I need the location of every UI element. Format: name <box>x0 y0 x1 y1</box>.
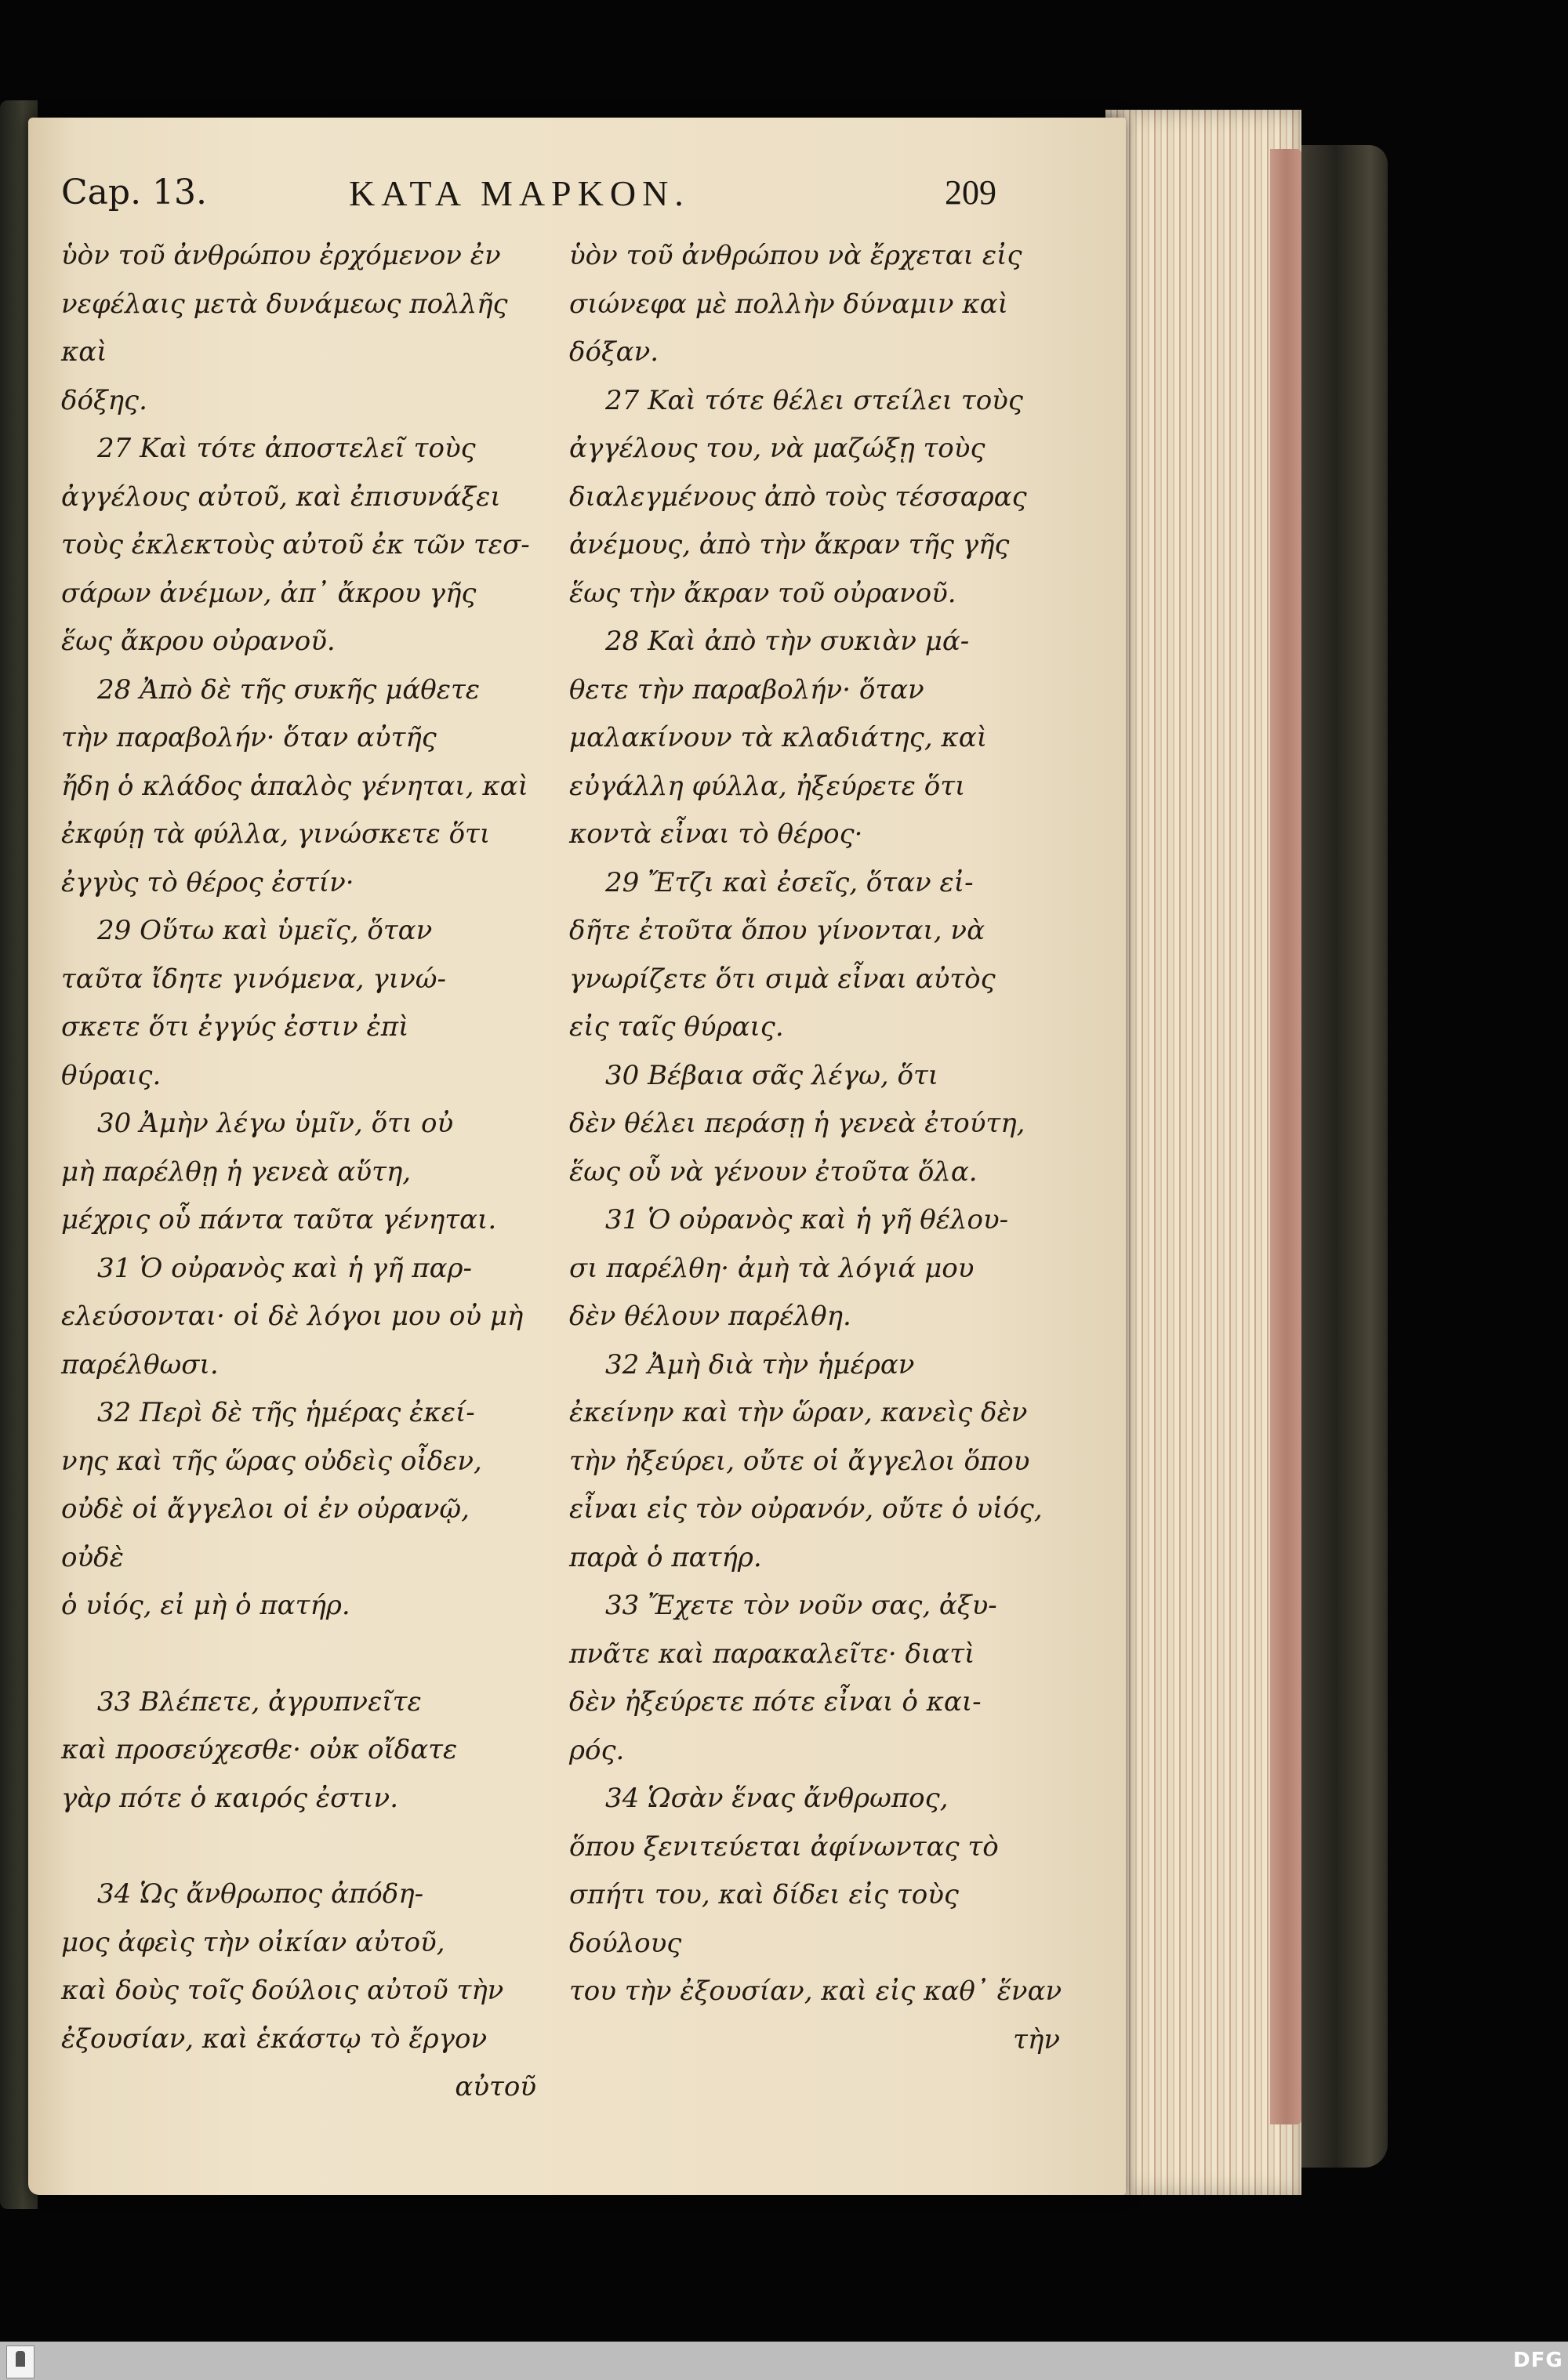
text-line: ὑὸν τοῦ ἀνθρώπου ἐρχόμενον ἐν <box>61 240 501 271</box>
dfg-logo: DFG <box>1513 2349 1563 2372</box>
red-page-edge <box>1270 149 1301 2124</box>
text-line: ἐκφύῃ τὰ φύλλα, γινώσκετε ὅτι <box>61 818 491 850</box>
text-line: μὴ παρέλθῃ ἡ γενεὰ αὕτη, <box>61 1156 412 1188</box>
text-line: 32 Περὶ δὲ τῆς ἡμέρας ἐκεί- <box>97 1397 475 1428</box>
text-line: εἰς ταῖς θύραις. <box>569 1011 784 1043</box>
text-line: τὴν <box>1013 2023 1060 2055</box>
text-line: του τὴν ἐξουσίαν, καὶ εἰς καθ᾽ ἕναν <box>569 1975 1062 2007</box>
text-line: σιώνεφα μὲ πολλὴν δύναμιν καὶ <box>569 288 1008 320</box>
text-line: μέχρις οὗ πάντα ταῦτα γένηται. <box>61 1204 497 1235</box>
text-line: σι παρέλθη· ἀμὴ τὰ λόγιά μου <box>569 1252 975 1284</box>
chapter-label: Cap. 13. <box>61 172 208 212</box>
text-line: 34 Ὡσὰν ἕνας ἄνθρωπος, <box>605 1783 949 1814</box>
text-line: ἕως οὗ νὰ γένουν ἐτοῦτα ὅλα. <box>569 1156 978 1188</box>
text-line: γνωρίζετε ὅτι σιμὰ εἶναι αὐτὸς <box>569 963 996 995</box>
text-line: ἤδη ὁ κλάδος ἁπαλὸς γένηται, καὶ <box>61 770 528 802</box>
text-line: ὁ υἱός, εἰ μὴ ὁ πατήρ. <box>61 1590 350 1621</box>
text-line: θύραις. <box>61 1059 162 1091</box>
right-column-vernacular-text <box>569 232 1063 2064</box>
book-title: KATA MAPKON. <box>349 173 690 213</box>
text-line: μαλακίνουν τὰ κλαδιάτης, καὶ <box>569 722 988 753</box>
text-line: ἐξουσίαν, καὶ ἑκάστῳ τὸ ἔργον <box>61 2023 488 2055</box>
text-line: δόξης. <box>61 384 147 416</box>
text-line: τὴν παραβολήν· ὅταν αὐτῆς <box>61 722 437 753</box>
text-line: θετε τὴν παραβολήν· ὅταν <box>569 673 924 706</box>
text-line: σάρων ἀνέμων, ἀπ᾽ ἄκρου γῆς <box>61 577 477 609</box>
text-line: ρός. <box>569 1734 625 1766</box>
text-line: σκετε ὅτι ἐγγύς ἐστιν ἐπὶ <box>61 1011 409 1043</box>
text-line: δὲν θέλουν παρέλθη. <box>569 1301 851 1332</box>
text-line: τὴν ἠξεύρει, οὔτε οἱ ἄγγελοι ὅπου <box>569 1445 1030 1477</box>
text-line: 31 Ὁ οὐρανὸς καὶ ἡ γῆ θέλου- <box>605 1204 1009 1235</box>
page-number: 209 <box>945 173 996 212</box>
text-line: ἀγγέλους του, νὰ μαζώξῃ τοὺς <box>569 433 985 464</box>
text-line: κοντὰ εἶναι τὸ θέρος· <box>569 818 863 850</box>
text-line: ταῦτα ἴδητε γινόμενα, γινώ- <box>61 963 446 995</box>
text-line: ὑὸν τοῦ ἀνθρώπου νὰ ἔρχεται εἰς <box>569 240 1022 271</box>
text-line: 30 Ἀμὴν λέγω ὑμῖν, ὅτι οὐ <box>97 1108 454 1139</box>
text-line: καὶ προσεύχεσθε· οὐκ οἴδατε <box>61 1734 458 1765</box>
book-cover-right <box>1301 145 1388 2168</box>
text-line: 28 Ἀπὸ δὲ τῆς συκῆς μάθετε <box>97 673 481 706</box>
text-line: 32 Ἀμὴ διὰ τὴν ἡμέραν <box>605 1348 915 1380</box>
text-line: ἀνέμους, ἀπὸ τὴν ἄκραν τῆς γῆς <box>569 529 1010 561</box>
text-line: οὐδὲ οἱ ἄγγελοι οἱ ἐν οὐρανῷ, οὐδὲ <box>61 1493 470 1573</box>
text-line: σπήτι του, καὶ δίδει εἰς τοὺς δούλους <box>569 1879 959 1959</box>
text-line: νεφέλαις μετὰ δυνάμεως πολλῆς καὶ <box>61 288 508 368</box>
text-line: 29 Οὕτω καὶ ὑμεῖς, ὅταν <box>97 915 433 946</box>
text-line: δὲν ἠξεύρετε πότε εἶναι ὁ και- <box>569 1686 982 1718</box>
text-line: αὐτοῦ <box>455 2071 536 2102</box>
text-line: ἕως ἄκρου οὐρανοῦ. <box>61 626 336 657</box>
text-line: 29 Ἔτζι καὶ ἐσεῖς, ὅταν εἰ- <box>605 866 974 898</box>
text-line: ἐκείνην καὶ τὴν ὥραν, κανεὶς δὲν <box>569 1397 1028 1428</box>
library-logo-icon <box>6 2346 34 2378</box>
blank-line <box>61 1823 539 1870</box>
text-line: 33 Βλέπετε, ἀγρυπνεῖτε <box>97 1685 422 1718</box>
text-line: ἀγγέλους αὐτοῦ, καὶ ἐπισυνάξει <box>61 481 501 513</box>
text-line: πνᾶτε καὶ παρακαλεῖτε· διατὶ <box>569 1638 975 1670</box>
text-line: 28 Καὶ ἀπὸ τὴν συκιὰν μά- <box>605 626 970 657</box>
viewer-footer-bar <box>0 2342 1568 2380</box>
text-line: δὲν θέλει περάσῃ ἡ γενεὰ ἐτούτη, <box>569 1108 1025 1139</box>
text-line: γὰρ πότε ὁ καιρός ἐστιν. <box>61 1782 398 1814</box>
text-line: καὶ δοὺς τοῖς δούλοις αὐτοῦ τὴν <box>61 1975 504 2006</box>
text-line: εἶναι εἰς τὸν οὐρανόν, οὔτε ὁ υἱός, <box>569 1493 1043 1525</box>
text-line: 27 Καὶ τότε ἀποστελεῖ τοὺς <box>97 433 476 464</box>
text-line: 33 Ἔχετε τὸν νοῦν σας, ἀξυ- <box>605 1590 997 1621</box>
text-line: ἕως τὴν ἄκραν τοῦ οὐρανοῦ. <box>569 577 956 609</box>
text-line: μος ἀφεὶς τὴν οἰκίαν αὐτοῦ, <box>61 1926 445 1958</box>
blank-line <box>61 1631 539 1678</box>
text-line: διαλεγμένους ἀπὸ τοὺς τέσσαρας <box>569 481 1027 513</box>
text-line: 31 Ὁ οὐρανὸς καὶ ἡ γῆ παρ- <box>97 1252 473 1284</box>
text-line: ελεύσονται· οἱ δὲ λόγοι μου οὐ μὴ <box>61 1301 524 1332</box>
text-line: εὐγάλλη φύλλα, ἠξεύρετε ὅτι <box>569 770 966 802</box>
text-line: 30 Βέβαια σᾶς λέγω, ὅτι <box>605 1059 939 1091</box>
text-line: παρὰ ὁ πατήρ. <box>569 1541 762 1573</box>
text-line: νης καὶ τῆς ὥρας οὐδεὶς οἶδεν, <box>61 1445 482 1477</box>
left-column-greek-text <box>61 232 539 2112</box>
text-line: τοὺς ἐκλεκτοὺς αὐτοῦ ἐκ τῶν τεσ- <box>61 529 530 561</box>
running-head <box>0 172 1568 219</box>
text-line: ὅπου ξενιτεύεται ἀφίνωντας τὸ <box>569 1830 999 1863</box>
text-line: 27 Καὶ τότε θέλει στείλει τοὺς <box>605 384 1023 416</box>
text-line: παρέλθωσι. <box>61 1348 219 1380</box>
text-line: δόξαν. <box>569 336 659 368</box>
text-line: δῆτε ἐτοῦτα ὅπου γίνονται, νὰ <box>569 915 985 946</box>
text-line: ἐγγὺς τὸ θέρος ἐστίν· <box>61 866 354 898</box>
text-line: 34 Ὡς ἄνθρωπος ἀπόδη- <box>97 1878 424 1910</box>
